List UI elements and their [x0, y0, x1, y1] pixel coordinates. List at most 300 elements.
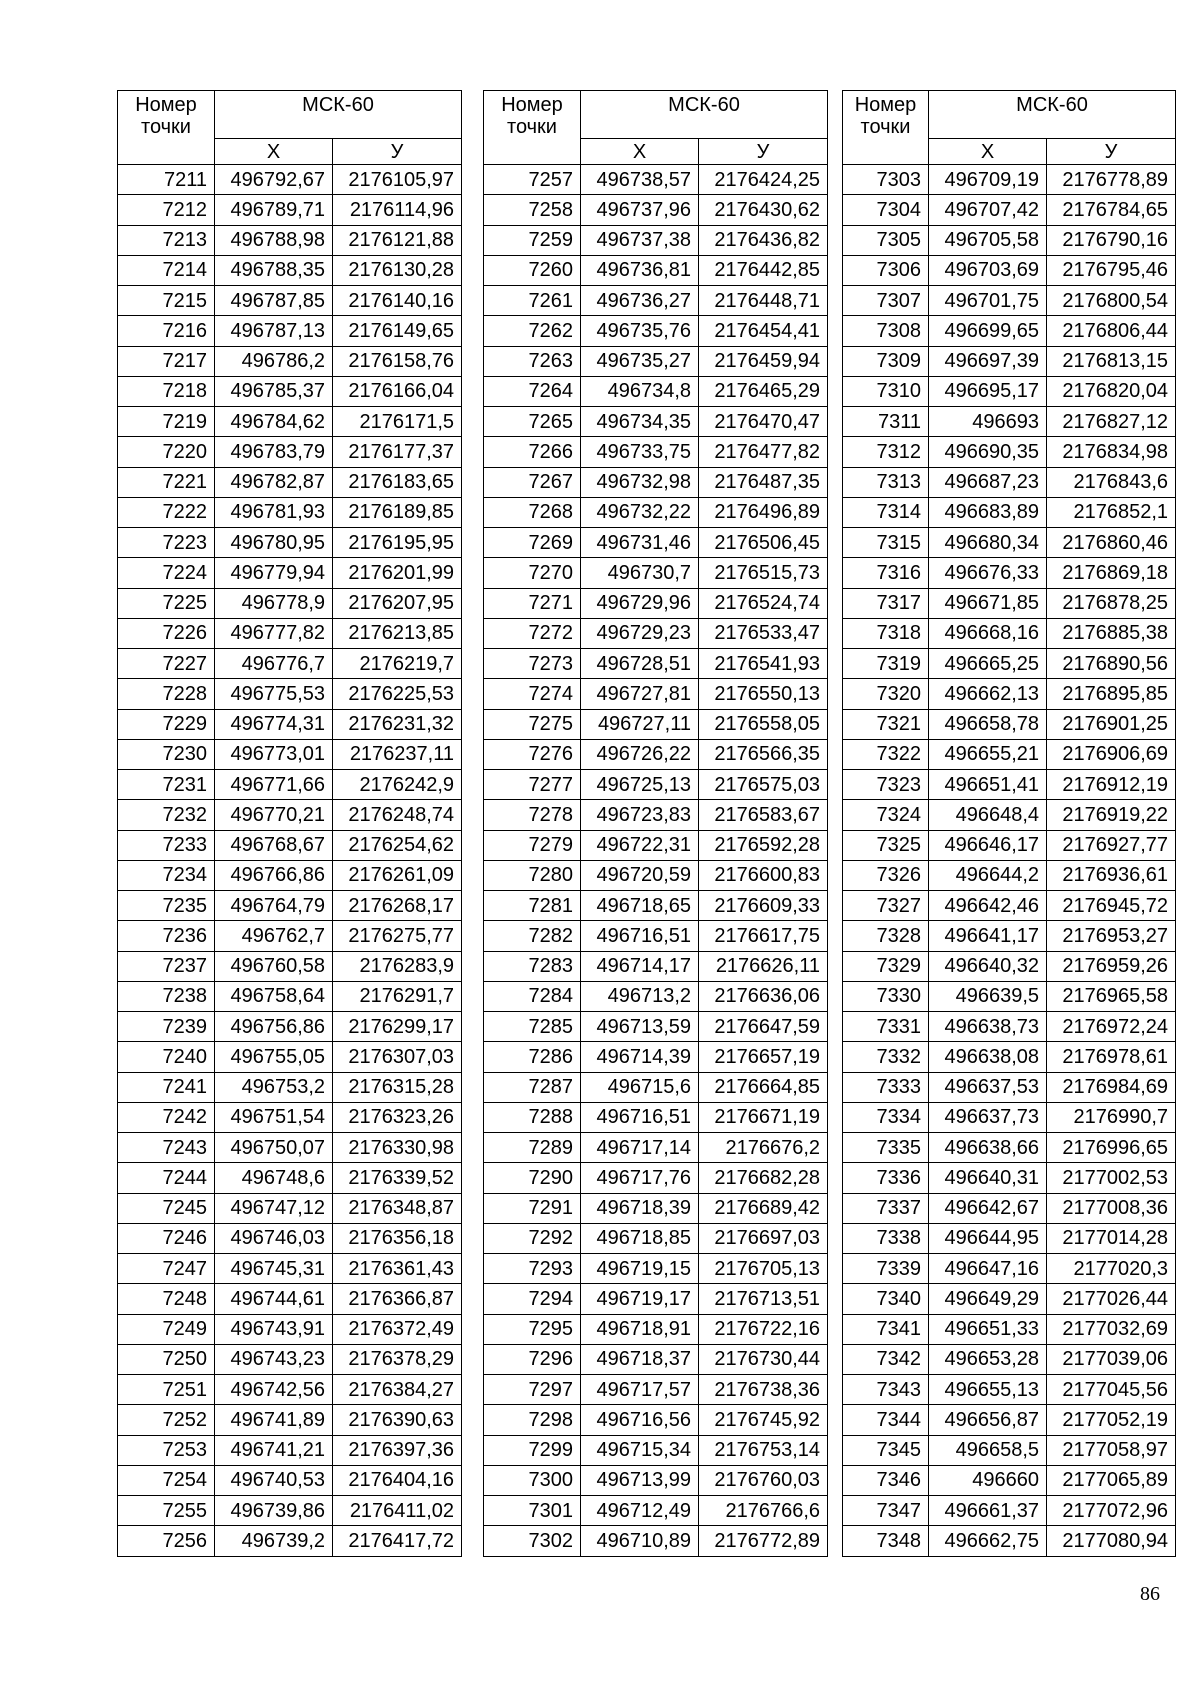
point-number-cell: 7248 — [118, 1284, 215, 1314]
x-coordinate-cell: 496714,17 — [581, 951, 699, 981]
y-coordinate-cell: 2176912,19 — [1047, 770, 1176, 800]
y-coordinate-cell: 2176760,03 — [699, 1465, 828, 1495]
y-coordinate-cell: 2176996,65 — [1047, 1133, 1176, 1163]
point-number-cell: 7341 — [843, 1314, 929, 1344]
x-coordinate-cell: 496741,89 — [215, 1405, 333, 1435]
x-header: Х — [215, 139, 333, 165]
table-row — [118, 830, 462, 860]
table-row — [118, 316, 462, 346]
table-row — [843, 921, 1176, 951]
table-row — [843, 1012, 1176, 1042]
table-row — [843, 1526, 1176, 1556]
point-number-cell: 7345 — [843, 1435, 929, 1465]
x-coordinate-cell: 496662,13 — [929, 679, 1047, 709]
point-number-cell: 7285 — [484, 1012, 581, 1042]
point-number-cell: 7211 — [118, 165, 215, 195]
point-number-cell: 7286 — [484, 1042, 581, 1072]
x-coordinate-cell: 496737,38 — [581, 225, 699, 255]
point-number-cell: 7310 — [843, 376, 929, 406]
x-coordinate-cell: 496709,19 — [929, 165, 1047, 195]
y-coordinate-cell: 2176878,25 — [1047, 588, 1176, 618]
x-coordinate-cell: 496750,07 — [215, 1133, 333, 1163]
coordinate-system-header: МСК-60 — [929, 91, 1176, 139]
y-coordinate-cell: 2176906,69 — [1047, 739, 1176, 769]
table-row — [118, 1223, 462, 1253]
point-number-cell: 7266 — [484, 437, 581, 467]
y-coordinate-cell: 2176384,27 — [333, 1375, 462, 1405]
point-number-cell: 7321 — [843, 709, 929, 739]
table-row — [118, 1526, 462, 1556]
y-coordinate-cell: 2176225,53 — [333, 679, 462, 709]
table-row — [118, 921, 462, 951]
point-number-cell: 7216 — [118, 316, 215, 346]
x-coordinate-cell: 496646,17 — [929, 830, 1047, 860]
x-coordinate-cell: 496735,27 — [581, 346, 699, 376]
table-row — [484, 407, 828, 437]
table-row — [118, 951, 462, 981]
y-coordinate-cell: 2176664,85 — [699, 1072, 828, 1102]
table-row — [118, 1405, 462, 1435]
table-row — [484, 649, 828, 679]
x-coordinate-cell: 496717,14 — [581, 1133, 699, 1163]
point-number-cell: 7339 — [843, 1254, 929, 1284]
y-coordinate-cell: 2176617,75 — [699, 921, 828, 951]
point-number-cell: 7296 — [484, 1344, 581, 1374]
point-number-cell: 7342 — [843, 1344, 929, 1374]
table-row — [484, 286, 828, 316]
table-row — [484, 437, 828, 467]
x-coordinate-cell: 496740,53 — [215, 1465, 333, 1495]
x-coordinate-cell: 496712,49 — [581, 1496, 699, 1526]
x-coordinate-cell: 496729,96 — [581, 588, 699, 618]
point-number-cell: 7276 — [484, 739, 581, 769]
point-number-cell: 7328 — [843, 921, 929, 951]
x-coordinate-cell: 496731,46 — [581, 528, 699, 558]
y-coordinate-cell: 2176834,98 — [1047, 437, 1176, 467]
table-row — [843, 558, 1176, 588]
table-row — [118, 497, 462, 527]
y-coordinate-cell: 2176242,9 — [333, 770, 462, 800]
point-number-cell: 7314 — [843, 497, 929, 527]
y-coordinate-cell: 2177045,56 — [1047, 1375, 1176, 1405]
x-coordinate-cell: 496739,86 — [215, 1496, 333, 1526]
x-coordinate-cell: 496651,33 — [929, 1314, 1047, 1344]
table-row — [118, 649, 462, 679]
point-number-cell: 7271 — [484, 588, 581, 618]
coordinate-system-header: МСК-60 — [581, 91, 828, 139]
table-row — [843, 1042, 1176, 1072]
point-number-cell: 7333 — [843, 1072, 929, 1102]
x-coordinate-cell: 496699,65 — [929, 316, 1047, 346]
point-number-cell: 7265 — [484, 407, 581, 437]
y-coordinate-cell: 2176261,09 — [333, 860, 462, 890]
x-coordinate-cell: 496718,37 — [581, 1344, 699, 1374]
x-coordinate-cell: 496722,31 — [581, 830, 699, 860]
table-row — [843, 225, 1176, 255]
point-number-cell: 7299 — [484, 1435, 581, 1465]
y-coordinate-cell: 2176307,03 — [333, 1042, 462, 1072]
x-coordinate-cell: 496751,54 — [215, 1102, 333, 1132]
table-row — [484, 1344, 828, 1374]
table-row — [843, 1465, 1176, 1495]
point-number-cell: 7291 — [484, 1193, 581, 1223]
table-row — [843, 1375, 1176, 1405]
x-coordinate-cell: 496693 — [929, 407, 1047, 437]
table-row — [843, 1254, 1176, 1284]
x-coordinate-cell: 496784,62 — [215, 407, 333, 437]
table-row — [484, 679, 828, 709]
x-coordinate-cell: 496648,4 — [929, 800, 1047, 830]
table-row — [118, 286, 462, 316]
y-coordinate-cell: 2176496,89 — [699, 497, 828, 527]
point-number-cell: 7346 — [843, 1465, 929, 1495]
y-coordinate-cell: 2176592,28 — [699, 830, 828, 860]
x-coordinate-cell: 496715,34 — [581, 1435, 699, 1465]
table-row — [118, 528, 462, 558]
y-coordinate-cell: 2176827,12 — [1047, 407, 1176, 437]
point-number-cell: 7225 — [118, 588, 215, 618]
point-number-cell: 7311 — [843, 407, 929, 437]
table-row — [118, 255, 462, 285]
point-number-cell: 7290 — [484, 1163, 581, 1193]
table-row — [484, 830, 828, 860]
point-number-cell: 7347 — [843, 1496, 929, 1526]
point-number-cell: 7236 — [118, 921, 215, 951]
point-number-cell: 7322 — [843, 739, 929, 769]
point-number-cell: 7226 — [118, 618, 215, 648]
point-number-cell: 7258 — [484, 195, 581, 225]
y-coordinate-cell: 2176890,56 — [1047, 649, 1176, 679]
x-coordinate-cell: 496773,01 — [215, 739, 333, 769]
table-row — [843, 860, 1176, 890]
point-number-cell: 7284 — [484, 981, 581, 1011]
y-coordinate-cell: 2176448,71 — [699, 286, 828, 316]
x-coordinate-cell: 496671,85 — [929, 588, 1047, 618]
x-coordinate-cell: 496788,35 — [215, 255, 333, 285]
y-coordinate-cell: 2176609,33 — [699, 891, 828, 921]
table-row — [484, 1163, 828, 1193]
x-coordinate-cell: 496714,39 — [581, 1042, 699, 1072]
y-coordinate-cell: 2176772,89 — [699, 1526, 828, 1556]
x-coordinate-cell: 496649,29 — [929, 1284, 1047, 1314]
x-coordinate-cell: 496736,81 — [581, 255, 699, 285]
x-coordinate-cell: 496787,85 — [215, 286, 333, 316]
x-coordinate-cell: 496705,58 — [929, 225, 1047, 255]
point-number-cell: 7270 — [484, 558, 581, 588]
table-row — [843, 830, 1176, 860]
point-number-cell: 7283 — [484, 951, 581, 981]
table-row — [118, 346, 462, 376]
table-row — [118, 1496, 462, 1526]
x-coordinate-cell: 496718,85 — [581, 1223, 699, 1253]
table-row — [118, 437, 462, 467]
y-coordinate-cell: 2176114,96 — [333, 195, 462, 225]
point-number-cell: 7274 — [484, 679, 581, 709]
y-coordinate-cell: 2176275,77 — [333, 921, 462, 951]
point-number-cell: 7275 — [484, 709, 581, 739]
table-row — [118, 1254, 462, 1284]
table-row — [484, 770, 828, 800]
point-number-cell: 7320 — [843, 679, 929, 709]
point-number-cell: 7259 — [484, 225, 581, 255]
y-coordinate-cell: 2176339,52 — [333, 1163, 462, 1193]
table-row — [484, 195, 828, 225]
y-coordinate-cell: 2176806,44 — [1047, 316, 1176, 346]
y-coordinate-cell: 2176745,92 — [699, 1405, 828, 1435]
table-row — [484, 891, 828, 921]
point-number-cell: 7249 — [118, 1314, 215, 1344]
x-coordinate-cell: 496642,46 — [929, 891, 1047, 921]
x-coordinate-cell: 496766,86 — [215, 860, 333, 890]
x-coordinate-cell: 496638,73 — [929, 1012, 1047, 1042]
x-coordinate-cell: 496730,7 — [581, 558, 699, 588]
y-coordinate-cell: 2176183,65 — [333, 467, 462, 497]
table-row — [843, 407, 1176, 437]
point-number-cell: 7326 — [843, 860, 929, 890]
x-coordinate-cell: 496655,21 — [929, 739, 1047, 769]
point-number-cell: 7336 — [843, 1163, 929, 1193]
y-coordinate-cell: 2176477,82 — [699, 437, 828, 467]
table-row — [484, 1405, 828, 1435]
table-row — [118, 407, 462, 437]
table-row — [484, 588, 828, 618]
table-row — [118, 195, 462, 225]
y-header: У — [333, 139, 462, 165]
point-number-cell: 7344 — [843, 1405, 929, 1435]
table-row — [484, 1072, 828, 1102]
table-row — [118, 1042, 462, 1072]
table-row — [118, 588, 462, 618]
table-row — [484, 316, 828, 346]
table-row — [484, 1375, 828, 1405]
y-coordinate-cell: 2176753,14 — [699, 1435, 828, 1465]
point-number-cell: 7219 — [118, 407, 215, 437]
y-coordinate-cell: 2176366,87 — [333, 1284, 462, 1314]
y-coordinate-cell: 2176254,62 — [333, 830, 462, 860]
point-number-cell: 7309 — [843, 346, 929, 376]
x-coordinate-cell: 496658,5 — [929, 1435, 1047, 1465]
point-number-cell: 7292 — [484, 1223, 581, 1253]
x-coordinate-cell: 496655,13 — [929, 1375, 1047, 1405]
point-number-cell: 7295 — [484, 1314, 581, 1344]
point-number-cell: 7301 — [484, 1496, 581, 1526]
x-coordinate-cell: 496755,05 — [215, 1042, 333, 1072]
y-coordinate-cell: 2176852,1 — [1047, 497, 1176, 527]
point-number-cell: 7294 — [484, 1284, 581, 1314]
table-row — [843, 739, 1176, 769]
x-coordinate-cell: 496656,87 — [929, 1405, 1047, 1435]
point-number-cell: 7331 — [843, 1012, 929, 1042]
point-number-cell: 7338 — [843, 1223, 929, 1253]
table-row — [484, 739, 828, 769]
x-coordinate-cell: 496777,82 — [215, 618, 333, 648]
y-coordinate-cell: 2176689,42 — [699, 1193, 828, 1223]
x-coordinate-cell: 496734,35 — [581, 407, 699, 437]
x-coordinate-cell: 496743,23 — [215, 1344, 333, 1374]
x-coordinate-cell: 496734,8 — [581, 376, 699, 406]
point-number-cell: 7255 — [118, 1496, 215, 1526]
point-number-cell: 7305 — [843, 225, 929, 255]
point-number-cell: 7330 — [843, 981, 929, 1011]
point-number-cell: 7316 — [843, 558, 929, 588]
y-coordinate-cell: 2176636,06 — [699, 981, 828, 1011]
y-coordinate-cell: 2176459,94 — [699, 346, 828, 376]
x-coordinate-cell: 496637,53 — [929, 1072, 1047, 1102]
x-coordinate-cell: 496715,6 — [581, 1072, 699, 1102]
table-row — [484, 1435, 828, 1465]
y-coordinate-cell: 2176524,74 — [699, 588, 828, 618]
point-number-cell: 7246 — [118, 1223, 215, 1253]
point-number-cell: 7279 — [484, 830, 581, 860]
y-coordinate-cell: 2176207,95 — [333, 588, 462, 618]
point-number-cell: 7231 — [118, 770, 215, 800]
y-coordinate-cell: 2176600,83 — [699, 860, 828, 890]
x-coordinate-cell: 496644,95 — [929, 1223, 1047, 1253]
point-number-cell: 7273 — [484, 649, 581, 679]
x-coordinate-cell: 496713,99 — [581, 1465, 699, 1495]
x-coordinate-cell: 496743,91 — [215, 1314, 333, 1344]
y-coordinate-cell: 2176965,58 — [1047, 981, 1176, 1011]
table-row — [118, 1465, 462, 1495]
y-coordinate-cell: 2176722,16 — [699, 1314, 828, 1344]
coordinate-table-3 — [842, 90, 1176, 1557]
x-coordinate-cell: 496786,2 — [215, 346, 333, 376]
table-row — [484, 1465, 828, 1495]
point-number-cell: 7335 — [843, 1133, 929, 1163]
y-coordinate-cell: 2176566,35 — [699, 739, 828, 769]
point-number-cell: 7268 — [484, 497, 581, 527]
x-coordinate-cell: 496741,21 — [215, 1435, 333, 1465]
x-coordinate-cell: 496680,34 — [929, 528, 1047, 558]
x-coordinate-cell: 496739,2 — [215, 1526, 333, 1556]
table-row — [843, 1102, 1176, 1132]
table-row — [118, 1163, 462, 1193]
y-coordinate-cell: 2176682,28 — [699, 1163, 828, 1193]
y-coordinate-cell: 2176919,22 — [1047, 800, 1176, 830]
x-coordinate-cell: 496746,03 — [215, 1223, 333, 1253]
y-coordinate-cell: 2176990,7 — [1047, 1102, 1176, 1132]
y-coordinate-cell: 2176470,47 — [699, 407, 828, 437]
table-row — [484, 1496, 828, 1526]
x-coordinate-cell: 496726,22 — [581, 739, 699, 769]
point-number-cell: 7288 — [484, 1102, 581, 1132]
y-coordinate-cell: 2176738,36 — [699, 1375, 828, 1405]
coordinate-system-header: МСК-60 — [215, 91, 462, 139]
table-row — [843, 891, 1176, 921]
point-number-cell: 7230 — [118, 739, 215, 769]
table-row — [484, 1012, 828, 1042]
point-number-cell: 7323 — [843, 770, 929, 800]
x-header: Х — [581, 139, 699, 165]
y-coordinate-cell: 2177052,19 — [1047, 1405, 1176, 1435]
table-row — [484, 921, 828, 951]
table-row — [118, 1012, 462, 1042]
point-number-cell: 7251 — [118, 1375, 215, 1405]
y-coordinate-cell: 2176647,59 — [699, 1012, 828, 1042]
x-coordinate-cell: 496744,61 — [215, 1284, 333, 1314]
table-row — [843, 528, 1176, 558]
point-number-cell: 7218 — [118, 376, 215, 406]
x-coordinate-cell: 496665,25 — [929, 649, 1047, 679]
point-number-cell: 7332 — [843, 1042, 929, 1072]
point-number-cell: 7235 — [118, 891, 215, 921]
table-row — [843, 770, 1176, 800]
table-row — [118, 709, 462, 739]
x-coordinate-cell: 496638,08 — [929, 1042, 1047, 1072]
x-coordinate-cell: 496782,87 — [215, 467, 333, 497]
table-row — [118, 891, 462, 921]
table-row — [843, 649, 1176, 679]
x-coordinate-cell: 496639,5 — [929, 981, 1047, 1011]
x-coordinate-cell: 496727,11 — [581, 709, 699, 739]
y-coordinate-cell: 2176978,61 — [1047, 1042, 1176, 1072]
point-number-cell: 7256 — [118, 1526, 215, 1556]
x-coordinate-cell: 496668,16 — [929, 618, 1047, 648]
x-coordinate-cell: 496660 — [929, 1465, 1047, 1495]
point-number-cell: 7319 — [843, 649, 929, 679]
table-row — [118, 1284, 462, 1314]
y-coordinate-cell: 2176195,95 — [333, 528, 462, 558]
y-coordinate-cell: 2177072,96 — [1047, 1496, 1176, 1526]
point-number-header: Номер точки — [484, 91, 581, 165]
y-coordinate-cell: 2177032,69 — [1047, 1314, 1176, 1344]
table-row — [118, 225, 462, 255]
x-coordinate-cell: 496747,12 — [215, 1193, 333, 1223]
x-coordinate-cell: 496738,57 — [581, 165, 699, 195]
y-coordinate-cell: 2176372,49 — [333, 1314, 462, 1344]
table-row — [484, 1223, 828, 1253]
x-coordinate-cell: 496733,75 — [581, 437, 699, 467]
table-row — [484, 1526, 828, 1556]
point-number-cell: 7315 — [843, 528, 929, 558]
y-coordinate-cell: 2176315,28 — [333, 1072, 462, 1102]
table-row — [118, 679, 462, 709]
table-row — [118, 770, 462, 800]
x-coordinate-cell: 496764,79 — [215, 891, 333, 921]
x-coordinate-cell: 496695,17 — [929, 376, 1047, 406]
point-number-cell: 7313 — [843, 467, 929, 497]
x-coordinate-cell: 496735,76 — [581, 316, 699, 346]
point-number-cell: 7298 — [484, 1405, 581, 1435]
y-coordinate-cell: 2176237,11 — [333, 739, 462, 769]
y-coordinate-cell: 2176424,25 — [699, 165, 828, 195]
x-coordinate-cell: 496719,15 — [581, 1254, 699, 1284]
point-number-cell: 7293 — [484, 1254, 581, 1284]
y-coordinate-cell: 2176248,74 — [333, 800, 462, 830]
table-row — [843, 346, 1176, 376]
x-coordinate-cell: 496701,75 — [929, 286, 1047, 316]
point-number-cell: 7287 — [484, 1072, 581, 1102]
y-coordinate-cell: 2176869,18 — [1047, 558, 1176, 588]
x-coordinate-cell: 496690,35 — [929, 437, 1047, 467]
y-coordinate-cell: 2176130,28 — [333, 255, 462, 285]
point-number-cell: 7239 — [118, 1012, 215, 1042]
y-coordinate-cell: 2176895,85 — [1047, 679, 1176, 709]
table-row — [484, 467, 828, 497]
point-number-cell: 7244 — [118, 1163, 215, 1193]
y-coordinate-cell: 2176541,93 — [699, 649, 828, 679]
point-number-cell: 7213 — [118, 225, 215, 255]
table-row — [484, 981, 828, 1011]
y-coordinate-cell: 2176330,98 — [333, 1133, 462, 1163]
table-row — [843, 1163, 1176, 1193]
x-coordinate-cell: 496719,17 — [581, 1284, 699, 1314]
y-coordinate-cell: 2176784,65 — [1047, 195, 1176, 225]
y-coordinate-cell: 2176404,16 — [333, 1465, 462, 1495]
y-coordinate-cell: 2177058,97 — [1047, 1435, 1176, 1465]
x-coordinate-cell: 496651,41 — [929, 770, 1047, 800]
y-coordinate-cell: 2176323,26 — [333, 1102, 462, 1132]
